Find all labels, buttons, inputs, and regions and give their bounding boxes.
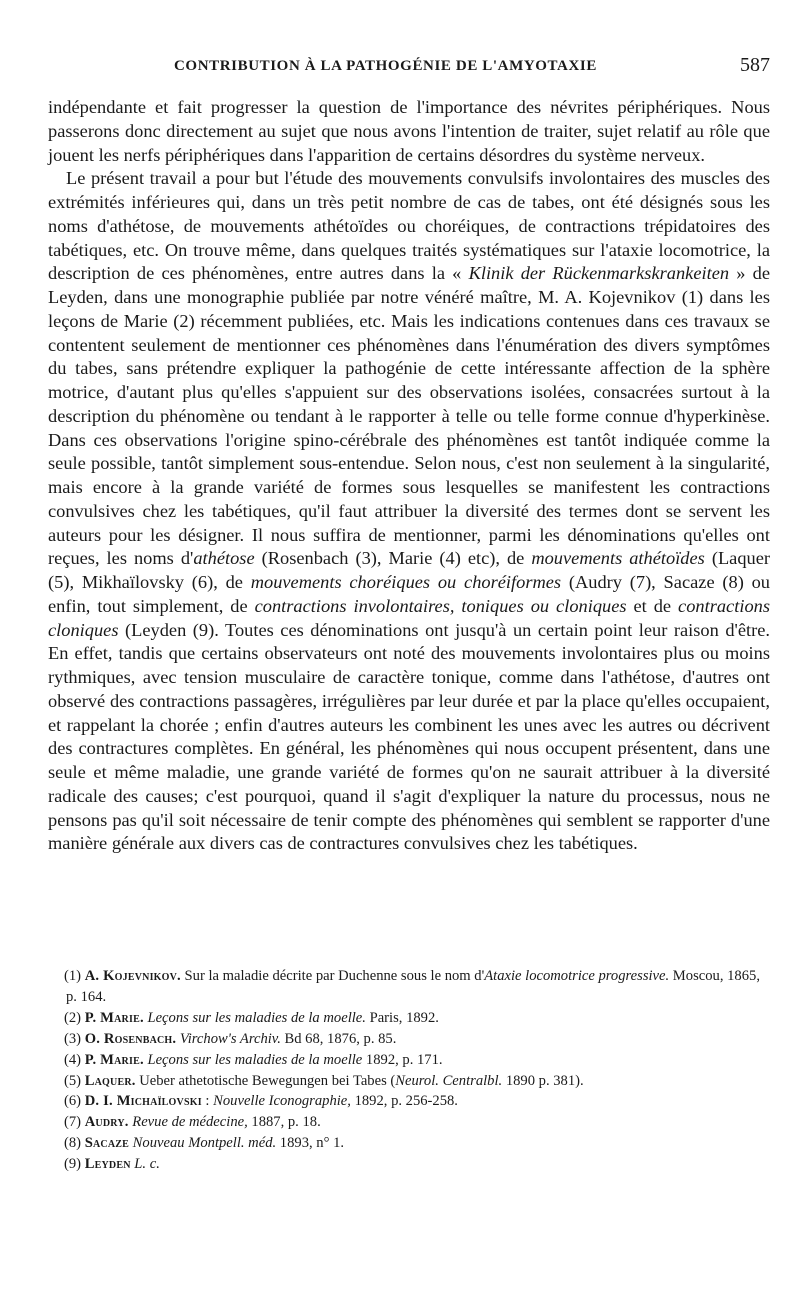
footnote (48, 1008, 770, 1029)
footnote-number: (5) (64, 1072, 82, 1089)
footnote-number: (2) (64, 1009, 82, 1026)
footnote-text: 1892, p. 171. (362, 1051, 443, 1068)
footnote-number: (7) (64, 1114, 82, 1131)
footnote-text: 1890 p. 381). (502, 1072, 584, 1089)
footnote-number: (6) (64, 1093, 82, 1110)
p2-segment: » de Leyden, dans une monographie publiée par notre vénéré maître, M. A. Kojevnikov (1) dans les leçons de Marie (2) récemment publiées, etc. Mais les indications contenues dans ces travaux se contentent seulement de mentionner ces phénomènes dans l'énumération des divers symptômes du tabes, sans prétendre expliquer la pathogénie de cette intéressante affection de la sphère motrice, d'autant plus qu'elles s'appuient sur des observations isolées, consacrées surtout à la description du phénomène ou tendant à le rapporter à telle ou telle forme connue d'hyperkinèse. Dans ces observations l'origine spino-cérébrale des phénomènes est tantôt indiquée comme la seule possible, tantôt simplement sous-entendue. Selon nous, c'est non seulement à la singularité, mais encore à la grande variété de formes sous lesquelles se manifestent les contractions convulsives chez les tabétiques, qu'il faut attribuer la diversité des termes dont se servent les auteurs pour les désigner. Il nous suffira de mentionner, parmi les dénominations qu'elles ont reçues, les noms d' (48, 263, 770, 569)
footnote-number: (1) (64, 968, 82, 984)
footnote (48, 1112, 770, 1133)
footnote-title: Ataxie locomotrice progressive. (484, 968, 670, 984)
footnote-title: Leçons sur les maladies de la moelle. (147, 1009, 366, 1026)
p2-klinik-title: Klinik der Rückenmarkskrankeiten (468, 263, 730, 284)
footnote-title: Nouvelle Iconographie, (213, 1093, 351, 1110)
footnote-title: Nouveau Montpell. méd. (132, 1135, 277, 1152)
p2-segment: (Leyden (9). Toutes ces dénominations ont jusqu'à un certain point leur raison d'être. En effet, tandis que certains observateurs ont noté des mouvements involontaires plus ou moins rythmiques, avec tension musculaire de caractère tonique, comme dans l'athétose, d'autres ont observé des contractions passagères, irrégulières par leur durée et par la place qu'elles occupaient, et rappelant la chorée ; enfin d'autres auteurs les combinent les unes avec les autres ou décrivent des contractures complètes. En général, les phénomènes qui nous occupent présentent, dans une seule et même maladie, une grande variété de formes qu'on ne saurait attribuer à la diversité radicale des causes; c'est pourquoi, quand il s'agit d'expliquer la nature du processus, nous ne pensons pas qu'il soit nécessaire de tenir compte des phénomènes qui semblent se rapporter d'une manière générale aux divers cas de contractures convulsives chez les tabétiques. (48, 619, 770, 854)
footnote-text: Bd 68, 1876, p. 85. (280, 1030, 397, 1047)
p2-term-mouvements-athetoides: mouvements athétoïdes (531, 548, 705, 569)
footnote-title: Revue de médecine, (132, 1114, 248, 1131)
footnote (48, 1091, 770, 1112)
footnote-author: D. I. Michaïlovski (84, 1093, 202, 1110)
footnote-text: : (201, 1093, 214, 1110)
footnote (48, 1154, 770, 1175)
running-head (48, 54, 770, 82)
paragraph-2 (48, 167, 770, 856)
footnote-title: L. c. (134, 1156, 160, 1173)
footnote-title: Neurol. Centralbl. (395, 1072, 503, 1089)
footnote (48, 966, 770, 1008)
footnote-title: Virchow's Archiv. (179, 1030, 281, 1047)
footnote (48, 1050, 770, 1071)
footnote-text: 1887, p. 18. (247, 1114, 321, 1131)
footnote-author: Leyden (84, 1156, 131, 1173)
footnote-number: (8) (64, 1135, 82, 1152)
paragraph-1: indépendante et fait progresser la question de l'importance des névrites périphériques. Nous passerons donc directement au sujet que nous avons l'intention de traiter, sujet relatif au rôle que jouent les nerfs périphériques dans l'apparition de certains désordres du système nerveux. (48, 97, 770, 165)
footnote-author: P. Marie. (84, 1009, 144, 1026)
p2-term-contractions-involontaires: contractions involontaires, toniques ou cloniques (254, 595, 627, 616)
p2-term-mouvements-choreiques: mouvements choréiques ou choréiformes (250, 572, 562, 592)
footnote-text: Paris, 1892. (365, 1009, 439, 1026)
footnote-number: (3) (64, 1030, 82, 1047)
footnote (48, 1029, 770, 1050)
p2-segment: et de (626, 595, 679, 616)
footnote (48, 1071, 770, 1092)
footnotes (48, 966, 770, 1175)
p2-term-contractions-cloniques: contractions cloniques (48, 595, 770, 640)
p2-segment: (Rosenbach (3), Marie (4) etc), de (254, 548, 532, 569)
footnote-number: (9) (64, 1156, 82, 1173)
footnote-author: Laquer. (84, 1072, 136, 1089)
footnote-text: 1892, p. 256-258. (350, 1093, 458, 1110)
footnote-author: Audry. (84, 1114, 129, 1131)
footnote-title: Leçons sur les maladies de la moelle (147, 1051, 363, 1068)
footnote-number: (4) (64, 1051, 82, 1068)
page-number: 587 (740, 54, 770, 76)
footnote (48, 1133, 770, 1154)
p2-segment: Le présent travail a pour but l'étude des mouvements convulsifs involontaires des muscles des extrémités inférieures qui, dans un très petit nombre de cas de tabes, ont été désignés sous les noms d'athétose, de mouvements athétoïdes ou choréiques, de contractions trépidatoires des tabétiques, etc. On trouve même, dans quelques traités systématiques sur l'ataxie locomotrice, la description de ces phénomènes, entre autres dans la « (48, 168, 770, 284)
p2-segment: (Audry (7), Sacaze (8) ou enfin, tout simplement, de (48, 572, 770, 616)
footnote-text: Moscou, 1865, p. 164. (66, 968, 760, 1005)
p2-term-athetose: athétose (193, 548, 255, 569)
p2-segment: (Laquer (5), Mikhaïlovsky (6), de (48, 548, 771, 592)
footnote-author: O. Rosenbach. (84, 1030, 177, 1047)
footnote-author: A. Kojevnikov. (84, 968, 181, 984)
running-title: CONTRIBUTION À LA PATHOGÉNIE DE L'AMYOTAXIE (174, 58, 597, 74)
footnote-author: P. Marie. (84, 1051, 144, 1068)
body-text (48, 96, 770, 856)
footnote-text: Ueber athetotische Bewegungen bei Tabes ( (135, 1072, 396, 1089)
footnote-text: Sur la maladie décrite par Duchenne sous le nom d' (180, 968, 485, 984)
footnote-author: Sacaze (84, 1135, 130, 1152)
footnote-text: 1893, n° 1. (276, 1135, 345, 1152)
